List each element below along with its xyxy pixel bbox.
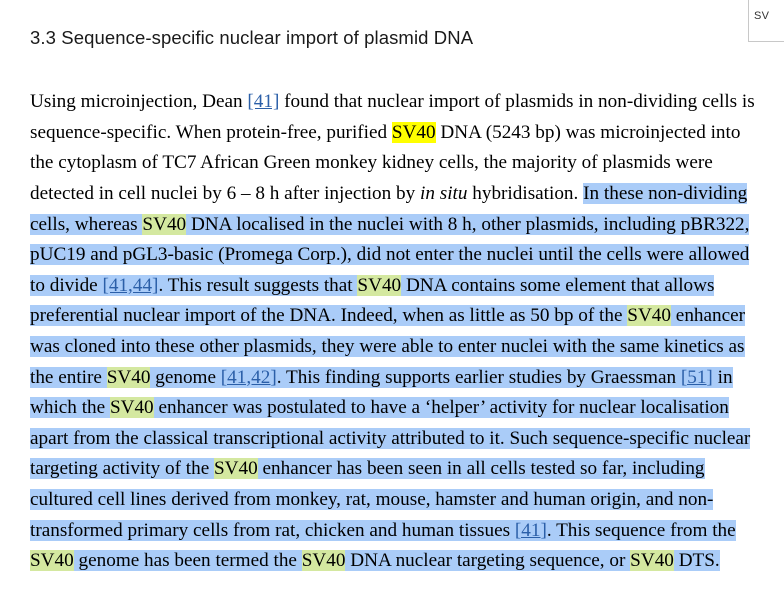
selected-text: . This sequence from the <box>546 519 736 541</box>
selected-text: enhancer was cloned into these other plasmids, they were able to enter nuclei with the same kinetics as the entire <box>30 305 746 388</box>
highlighted-term: SV40 <box>301 550 346 572</box>
highlighted-term: SV40 <box>630 550 674 572</box>
citation-link[interactable]: [51] <box>680 366 713 388</box>
paragraph-text: Using microinjection, Dean <box>30 91 248 113</box>
body-paragraph[interactable] <box>30 87 762 577</box>
selected-text: in which the <box>30 366 733 419</box>
selected-text: DNA nuclear targeting sequence, or <box>345 550 631 572</box>
highlighted-term: SV40 <box>142 213 187 235</box>
highlighted-term: SV40 <box>391 121 436 143</box>
highlighted-term: SV40 <box>357 274 402 296</box>
selected-text: enhancer has been seen in all cells tested so far, including cultured cell lines derived from monkey, rat, mouse, hamster and human origin, and non-transformed primary cells from rat, chicken and human tissues <box>30 458 714 541</box>
paragraph-text: hybridisation. <box>467 182 584 204</box>
selected-text: DTS. <box>673 550 720 572</box>
highlighted-term: SV40 <box>109 397 154 419</box>
selected-text: genome <box>150 366 221 388</box>
citation-link[interactable]: [41,42] <box>220 366 277 388</box>
paragraph-text: found that nuclear import of plasmids in non-dividing cells is sequence-specific. When protein-free, purified <box>30 91 755 143</box>
selected-text: In these non-dividing cells, whereas <box>30 182 748 235</box>
corner-overlay-panel[interactable] <box>748 0 784 42</box>
paragraph-text: DNA (5243 bp) was microinjected into the cytoplasm of TC7 African Green monkey kidney cells, the majority of plasmids were detected in cell nuclei by 6 – 8 h after injection by <box>30 121 741 204</box>
selected-text: DNA contains some element that allows preferential nuclear import of the DNA. Indeed, when as little as 50 bp of the <box>30 274 715 327</box>
citation-link[interactable]: [41,44] <box>102 274 159 296</box>
selected-text: genome has been termed the <box>73 550 302 572</box>
citation-link[interactable]: [41] <box>514 519 547 541</box>
citation-link[interactable]: [41] <box>247 91 280 113</box>
highlighted-term: SV40 <box>106 366 151 388</box>
selected-text: . This finding supports earlier studies by Graessman <box>276 366 681 388</box>
highlighted-term: SV40 <box>30 550 74 572</box>
selected-text: enhancer was postulated to have a ‘helper’ activity for nuclear localisation apart from the classical transcriptional activity attributed to it. Such sequence-specific nuclear targeting activity of the <box>30 397 751 480</box>
page-title: 3.3 Sequence-specific nuclear import of plasmid DNA <box>30 27 474 49</box>
selected-text: . This result suggests that <box>158 274 358 296</box>
corner-overlay-label: SV <box>754 10 770 22</box>
highlighted-term: SV40 <box>214 458 258 480</box>
highlighted-term: SV40 <box>627 305 671 327</box>
italic-text: in situ <box>420 182 468 204</box>
selected-text: DNA localised in the nuclei with 8 h, other plasmids, including pBR322, pUC19 and pGL3-basic (Promega Corp.), did not enter the nuclei until the cells were allowed to divide <box>30 213 750 296</box>
